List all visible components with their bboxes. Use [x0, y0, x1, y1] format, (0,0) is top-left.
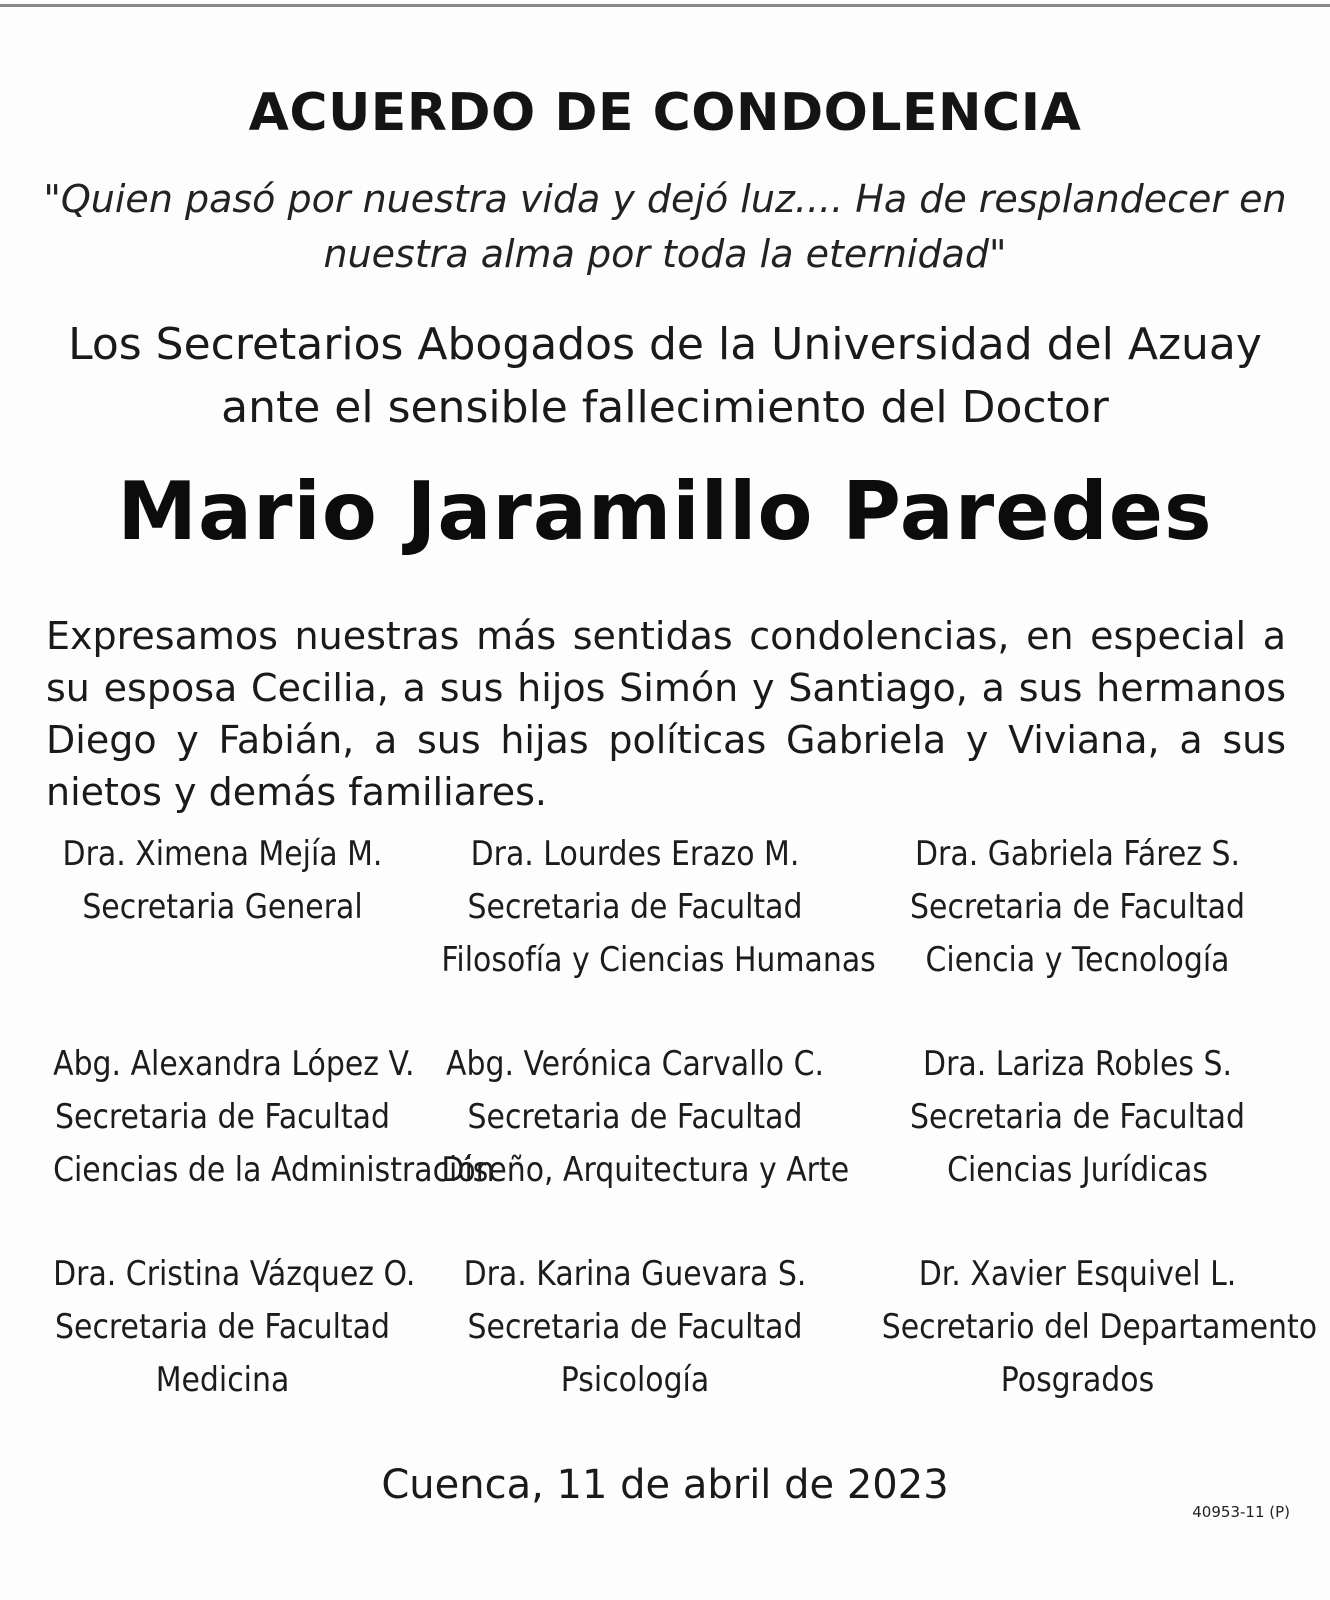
signatory-name: Dr. Xavier Esquivel L. [918, 1254, 1237, 1294]
intro-text [0, 313, 1330, 439]
publication-reference: 40953-11 (P) [1192, 1503, 1290, 1521]
signatory-name: Abg. Alexandra López V. [53, 1044, 415, 1084]
top-border-line [0, 4, 1330, 7]
signatory-name: Dra. Lariza Robles S. [923, 1044, 1232, 1084]
signatory-name: Dra. Ximena Mejía M. [62, 834, 383, 874]
signatory-unit: Ciencias Jurídicas [947, 1150, 1208, 1190]
signatory-unit: Diseño, Arquitectura y Arte [441, 1150, 850, 1190]
signatory-unit: Ciencia y Tecnología [925, 940, 1230, 980]
signatory-unit: Ciencias de la Administración [53, 1150, 495, 1190]
signatory-role: Secretaria de Facultad [55, 1097, 390, 1137]
signatories-grid [30, 828, 1318, 1458]
signatory-role: Secretaria de Facultad [910, 1097, 1245, 1137]
signatory-role: Secretario del Departamento [881, 1307, 1318, 1347]
signatory [881, 1248, 1318, 1458]
signatory-role: Secretaria de Facultad [467, 1097, 803, 1137]
signatory [53, 1038, 495, 1248]
signatory [53, 828, 392, 1038]
signatory [882, 1038, 1274, 1248]
intro-line-2: ante el sensible fallecimiento del Doctor [221, 382, 1109, 433]
signatory-role: Secretaria de Facultad [467, 1307, 803, 1347]
signatory-unit: Medicina [155, 1360, 290, 1400]
signatory-unit: Posgrados [1000, 1360, 1155, 1400]
signatory-name: Dra. Gabriela Fárez S. [915, 834, 1240, 874]
signatory-unit: Psicología [560, 1360, 710, 1400]
deceased-name: Mario Jaramillo Paredes [117, 465, 1213, 558]
signatory [441, 1038, 850, 1248]
signatory-role: Secretaria de Facultad [910, 887, 1245, 927]
signatory-role: Secretaria General [82, 887, 363, 927]
signatory [441, 1248, 828, 1458]
place-and-date: Cuenca, 11 de abril de 2023 [381, 1462, 949, 1508]
signatory-name: Dra. Lourdes Erazo M. [470, 834, 800, 874]
signatory-unit: Filosofía y Ciencias Humanas [441, 940, 876, 980]
signatory [882, 828, 1274, 1038]
signatory-name: Dra. Karina Guevara S. [463, 1254, 807, 1294]
condolence-message: Expresamos nuestras más sentidas condolencias, en especial a su esposa Cecilia, a sus hijos Simón y Santiago, a sus hermanos Diego y Fabián, a sus hijas políticas Gabriela y Viviana, a sus nietos y demás familiares. [46, 614, 1286, 814]
signatory [53, 1248, 416, 1458]
signatory-name: Dra. Cristina Vázquez O. [53, 1254, 416, 1294]
intro-line-1: Los Secretarios Abogados de la Universidad del Azuay [68, 319, 1262, 370]
notice-title: ACUERDO DE CONDOLENCIA [248, 83, 1082, 143]
epigraph-quote: "Quien pasó por nuestra vida y dejó luz.... Ha de resplandecer en nuestra alma por toda la eternidad" [43, 177, 1287, 276]
signatory-role: Secretaria de Facultad [55, 1307, 390, 1347]
signatory-role: Secretaria de Facultad [467, 887, 803, 927]
signatory-name: Abg. Verónica Carvallo C. [446, 1044, 824, 1084]
signatory [441, 828, 876, 1038]
